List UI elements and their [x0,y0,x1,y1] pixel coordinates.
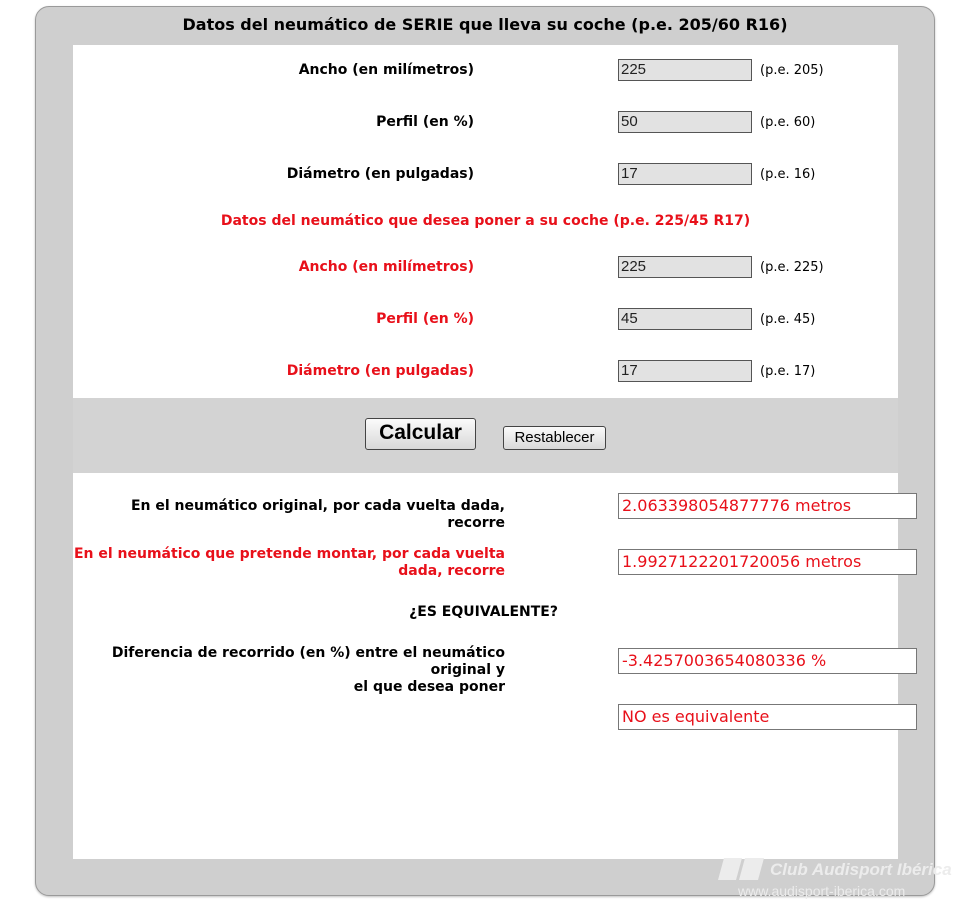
equivalence-question: ¿ES EQUIVALENTE? [409,604,558,620]
original-width-hint: (p.e. 205) [760,63,824,78]
original-width-label: Ancho (en milímetros) [298,62,474,78]
original-diameter-input[interactable]: 17 [618,163,752,185]
desired-profile-label: Perfil (en %) [376,311,474,327]
results-panel [73,473,898,859]
desired-width-input[interactable]: 225 [618,256,752,278]
original-profile-input[interactable]: 50 [618,111,752,133]
calculator-frame [35,6,935,896]
desired-distance-label-line1: En el neumático que pretende montar, por cada vuelta [73,546,505,562]
desired-distance-label [74,546,505,580]
difference-output: -3.4257003654080336 % [618,648,917,674]
difference-label-line2: el que desea poner [353,679,505,695]
original-diameter-label: Diámetro (en pulgadas) [286,166,474,182]
form-title: Datos del neumático de SERIE que lleva su coche (p.e. 205/60 R16) [182,15,788,34]
desired-width-hint: (p.e. 225) [760,260,824,275]
original-width-input[interactable]: 225 [618,59,752,81]
club-name: Club Audisport Ibérica [770,860,952,879]
desired-distance-output: 1.9927122201720056 metros [618,549,917,575]
difference-label-line1: Diferencia de recorrido (en %) entre el neumático original y [111,645,505,678]
difference-label [73,645,505,696]
desired-distance-label-line2: dada, recorre [398,563,505,579]
reset-button[interactable]: Restablecer [503,426,606,450]
input-panel [73,45,898,398]
desired-diameter-label: Diámetro (en pulgadas) [286,363,474,379]
club-watermark [718,858,966,901]
original-profile-hint: (p.e. 60) [760,115,816,130]
club-logo-icon [718,858,766,880]
desired-width-label: Ancho (en milímetros) [298,259,474,275]
desired-profile-hint: (p.e. 45) [760,312,816,327]
desired-diameter-input[interactable]: 17 [618,360,752,382]
desired-diameter-hint: (p.e. 17) [760,364,816,379]
original-diameter-hint: (p.e. 16) [760,167,816,182]
button-bar [73,398,898,473]
original-distance-output: 2.063398054877776 metros [618,493,917,519]
desired-section-title: Datos del neumático que desea poner a su coche (p.e. 225/45 R17) [220,213,751,229]
original-distance-label: En el neumático original, por cada vuelta dada, recorre [130,498,505,531]
club-url: www.audisport-iberica.com [738,883,906,899]
original-profile-label: Perfil (en %) [376,114,474,130]
calculate-button[interactable]: Calcular [365,418,476,450]
desired-profile-input[interactable]: 45 [618,308,752,330]
verdict-output: NO es equivalente [618,704,917,730]
